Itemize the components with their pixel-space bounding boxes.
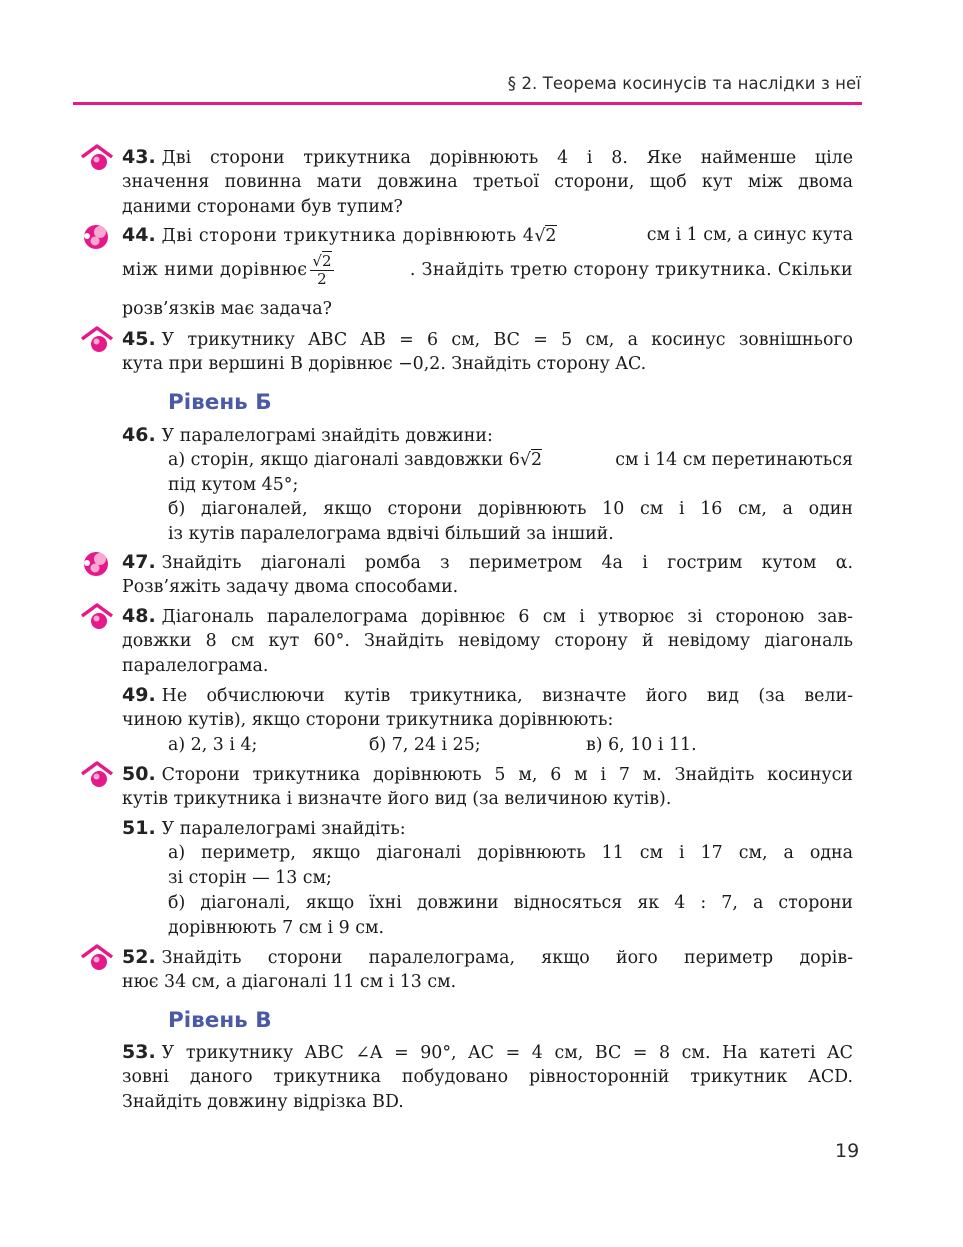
problem-51-a-line-2: зі сторін — 13 см; bbox=[168, 868, 332, 888]
problem-51-a-line-1: а) периметр, якщо діагоналі дорівнюють 11 см і 17 см, а одна bbox=[168, 843, 853, 863]
sqrt-sign: √2 bbox=[519, 450, 543, 470]
problem-52-line-1: 52. Знайдіть сторони паралелограма, якщо його периметр дорів- bbox=[122, 946, 853, 968]
problem-51-b-line-2: дорівнюють 7 см і 9 см. bbox=[168, 918, 385, 938]
house-arrow-icon bbox=[80, 761, 114, 789]
problem-46-b-line-2: із кутів паралелограма вдвічі більший за інший. bbox=[168, 524, 614, 544]
problem-50-line-1: 50. Сторони трикутника дорівнюють 5 м, 6 м і 7 м. Знайдіть косинуси bbox=[122, 763, 853, 785]
level-heading-b: Рівень Б bbox=[168, 390, 272, 415]
house-arrow-icon bbox=[80, 944, 114, 972]
sqrt-sign: √2 bbox=[534, 226, 557, 246]
level-heading-c: Рівень В bbox=[168, 1008, 272, 1033]
header-rule bbox=[73, 102, 862, 105]
problem-48-line-1: 48. Діагональ паралелограма дорівнює 6 см і утворює зі стороною зав- bbox=[122, 605, 853, 627]
problem-46-a-line-2: під кутом 45°; bbox=[168, 475, 299, 495]
problem-number: 53. bbox=[122, 1041, 156, 1063]
problem-47-line-2: Розв’яжіть задачу двома способами. bbox=[122, 577, 459, 597]
problem-number: 46. bbox=[122, 424, 156, 446]
problem-44-line-2: між ними дорівнює $\frac{√2}{2}$ . Знайдіть третю сторону трикутника. Скільки bbox=[122, 252, 853, 288]
problem-49-line-2: чиною кутів), якщо сторони трикутника дорівнюють: bbox=[122, 710, 614, 730]
problem-44-line-1: 44. Дві сторони трикутника дорівнюють 4√2 см і 1 см, а синус кута bbox=[122, 223, 853, 248]
problem-43-line-1: 43. Дві сторони трикутника дорівнюють 4 і 8. Яке найменше ціле bbox=[122, 146, 853, 168]
problem-45-line-1: 45. У трикутнику ABC AB = 6 см, BC = 5 см, а косинус зовнішнього bbox=[122, 328, 853, 350]
problem-47-line-1: 47. Знайдіть діагоналі ромба з периметром 4a і гострим кутом α. bbox=[122, 551, 853, 573]
problem-number: 50. bbox=[122, 763, 156, 785]
problem-number: 52. bbox=[122, 946, 156, 968]
problem-43-line-3: даними сторонами був тупим? bbox=[122, 197, 403, 217]
problem-number: 47. bbox=[122, 551, 156, 573]
double-circle-icon bbox=[80, 549, 114, 577]
problem-48-line-2: довжки 8 см кут 60°. Знайдіть невідому сторону й невідому діагональ bbox=[122, 631, 853, 651]
problem-53-line-3: Знайдіть довжину відрізка BD. bbox=[122, 1092, 404, 1112]
problem-46-b-line-1: б) діагоналей, якщо сторони дорівнюють 10 см і 16 см, а один bbox=[168, 499, 853, 519]
problem-number: 51. bbox=[122, 817, 156, 839]
problem-46-a-line-1: а) сторін, якщо діагоналі завдовжки 6√2 см і 14 см перетинаються bbox=[168, 448, 853, 473]
problem-48-line-3: паралелограма. bbox=[122, 656, 269, 676]
problem-51-intro: 51. У паралелограмі знайдіть: bbox=[122, 817, 406, 839]
problem-number: 44. bbox=[122, 224, 156, 246]
problem-49-option-b: б) 7, 24 і 25; bbox=[369, 735, 481, 755]
page-number: 19 bbox=[835, 1140, 860, 1162]
problem-45-line-2: кута при вершині B дорівнює −0,2. Знайдіть сторону AC. bbox=[122, 354, 647, 374]
problem-53-line-1: 53. У трикутнику ABC ∠A = 90°, AC = 4 см, BC = 8 см. На катеті AC bbox=[122, 1041, 853, 1063]
running-head: § 2. Теорема косинусів та наслідки з неї bbox=[507, 74, 861, 93]
problem-44-line-3: розв’язків має задача? bbox=[122, 299, 332, 319]
problem-number: 49. bbox=[122, 684, 156, 706]
problem-number: 45. bbox=[122, 328, 156, 350]
problem-number: 48. bbox=[122, 605, 156, 627]
problem-51-b-line-1: б) діагоналі, якщо їхні довжини відносяться як 4 : 7, а сторони bbox=[168, 893, 853, 913]
house-arrow-icon bbox=[80, 326, 114, 354]
problem-53-line-2: зовні даного трикутника побудовано рівносторонній трикутник ACD. bbox=[122, 1067, 853, 1087]
problem-49-line-1: 49. Не обчислюючи кутів трикутника, визначте його вид (за вели- bbox=[122, 684, 853, 706]
problem-50-line-2: кутів трикутника і визначте його вид (за величиною кутів). bbox=[122, 789, 672, 809]
problem-49-option-a: а) 2, 3 і 4; bbox=[168, 735, 258, 755]
problem-49-option-c: в) 6, 10 і 11. bbox=[586, 735, 697, 755]
problem-number: 43. bbox=[122, 146, 156, 168]
house-arrow-icon bbox=[80, 603, 114, 631]
problem-43-line-2: значення повинна мати довжина третьої сторони, щоб кут між двома bbox=[122, 172, 853, 192]
house-arrow-icon bbox=[80, 144, 114, 172]
fraction-sqrt2-over-2: $\frac{√2}{2}$ bbox=[312, 252, 332, 288]
problem-46-intro: 46. У паралелограмі знайдіть довжини: bbox=[122, 424, 493, 446]
problem-52-line-2: нює 34 см, а діагоналі 11 см і 13 см. bbox=[122, 972, 457, 992]
double-circle-icon bbox=[80, 222, 114, 250]
